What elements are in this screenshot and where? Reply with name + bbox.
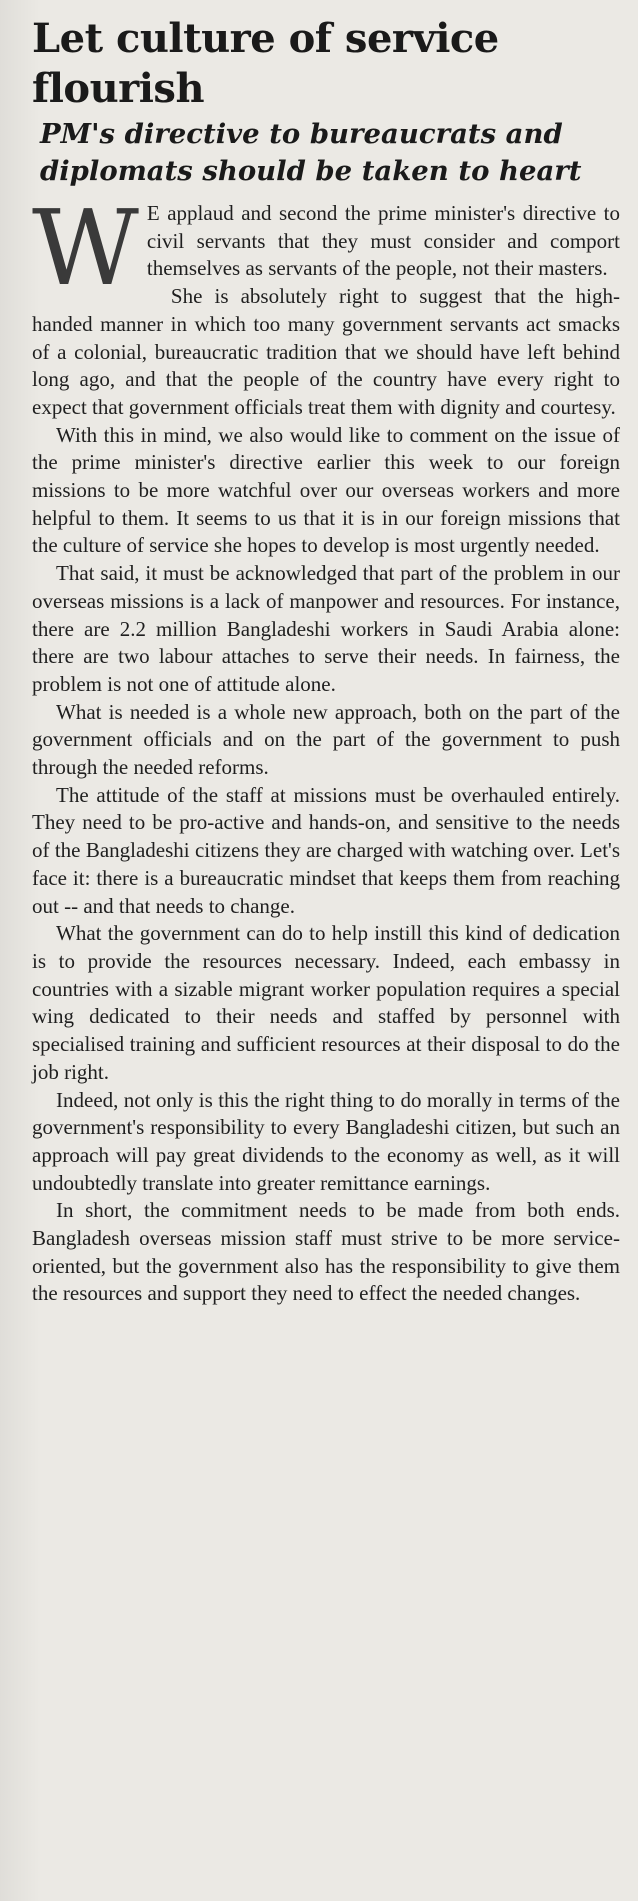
body-paragraph: What the government can do to help instill this kind of dedication is to provide the resources necessary. Indeed, each embassy in countries with a sizable migrant worker population requires a special wing dedicated to their needs and staffed by personnel with specialised training and sufficient resources at their disposal to do the job right.: [32, 921, 620, 1084]
article-body: [32, 187, 620, 1308]
body-paragraph: With this in mind, we also would like to comment on the issue of the prime minister's directive earlier this week to our foreign missions to be more watchful over our overseas workers and more helpful to them. It seems to us that it is in our foreign missions that the culture of service she hopes to develop is most urgently needed.: [32, 422, 620, 558]
body-paragraph: That said, it must be acknowledged that part of the problem in our overseas missions is a lack of manpower and resources. For instance, there are 2.2 million Bangladeshi workers in Saudi Arabia alone: there are two labour attaches to serve their needs. In fairness, the problem is not one of attitude alone.: [32, 561, 620, 696]
lead-paragraph: [32, 187, 620, 309]
subheadline: PM's directive to bureaucrats and diplomats should be taken to heart: [40, 118, 582, 187]
body-paragraph: In short, the commitment needs to be made from both ends. Bangladesh overseas mission staff must strive to be more service-oriented, but the government also has the responsibility to give them the resources and support they need to effect the needed changes.: [32, 1198, 620, 1306]
headline: Let culture of service flourish: [32, 15, 499, 112]
body-paragraph: What is needed is a whole new approach, both on the part of the government officials and on the part of the government to push through the needed reforms.: [32, 699, 620, 780]
body-paragraph: The attitude of the staff at missions must be overhauled entirely. They need to be pro-active and hands-on, and sensitive to the needs of the Bangladeshi citizens they are charged with watching over. Let's face it: there is a bureaucratic mindset that keeps them from reaching out -- and that needs to change.: [32, 782, 620, 918]
body-paragraph: She is absolutely right to suggest that the high-handed manner in which too many government servants act smacks of a colonial, bureaucratic tradition that we should have left behind long ago, and that the people of the country have every right to expect that government officials treat them with dignity and courtesy.: [32, 284, 620, 419]
lead-text: E applaud and second the prime minister's directive to civil servants that they must consider and comport themselves as servants of the people, not their masters.: [146, 201, 620, 281]
drop-cap: W: [32, 187, 139, 309]
body-paragraph: Indeed, not only is this the right thing to do morally in terms of the government's responsibility to every Bangladeshi citizen, but such an approach will pay great dividends to the economy as well, as it will undoubtedly translate into greater remittance earnings.: [32, 1087, 620, 1195]
